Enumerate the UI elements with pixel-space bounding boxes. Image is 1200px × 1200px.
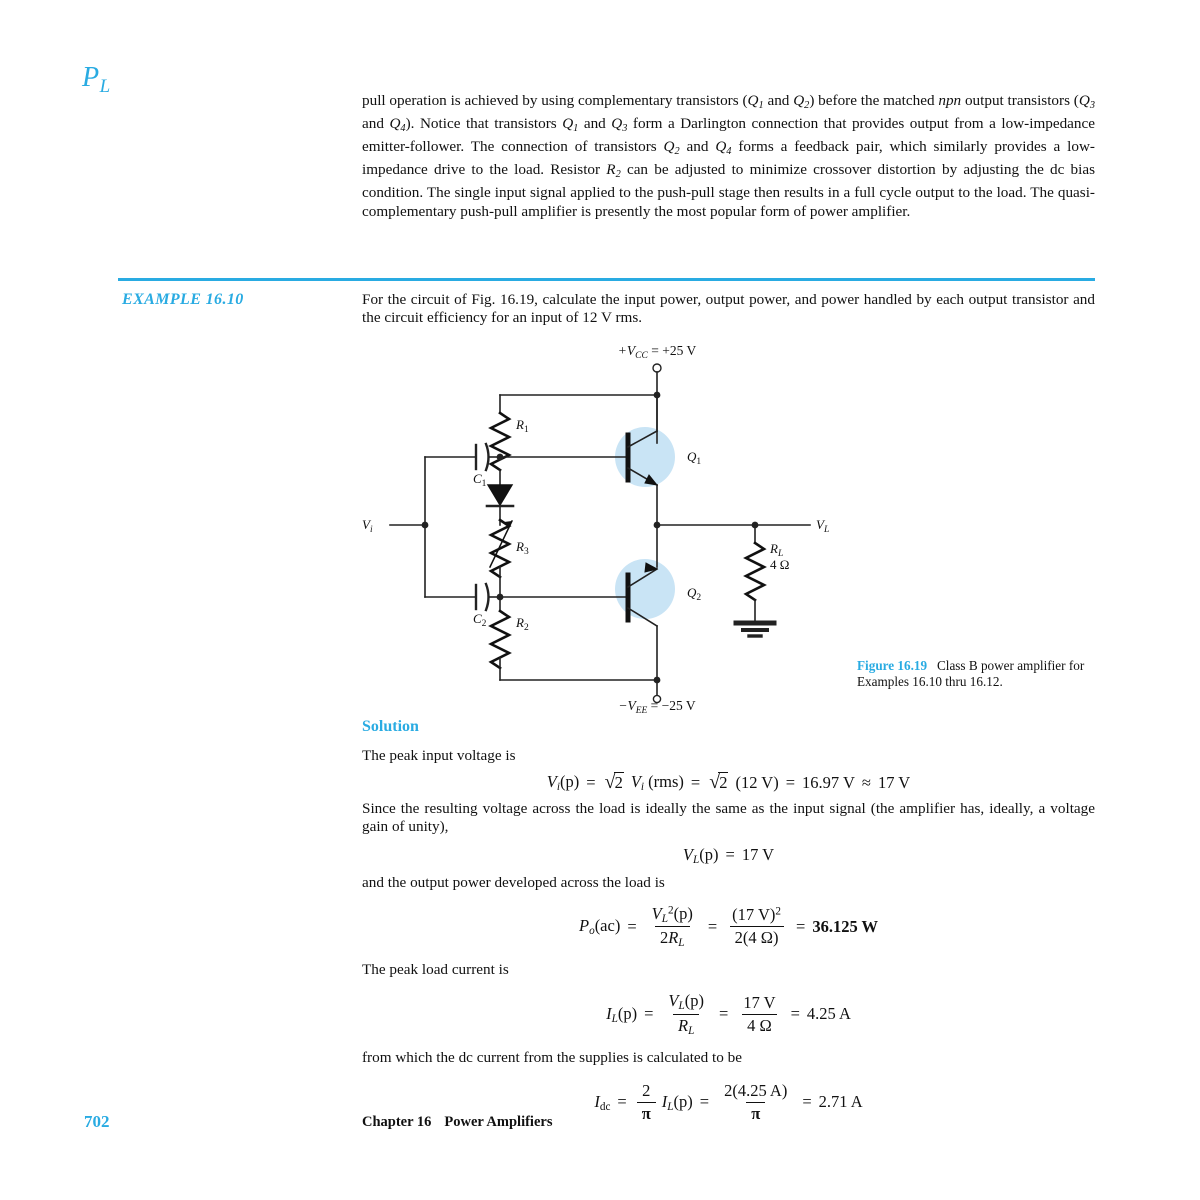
- figure-number: Figure 16.19: [857, 658, 928, 673]
- para-seg-3: output transistors (: [961, 92, 1079, 109]
- intro-paragraph-block: [362, 92, 1095, 221]
- eq3-num-sup: 2: [667, 904, 674, 917]
- q2b-symbol: Q: [663, 138, 675, 156]
- rl-value: 4 Ω: [770, 557, 790, 572]
- eq4-num-p: (p): [684, 991, 704, 1011]
- example-label: EXAMPLE 16.10: [122, 291, 244, 308]
- eq1-radical-2: √: [709, 771, 721, 794]
- eq3-num2: (17 V): [732, 905, 776, 925]
- eq5-i2-p: (p): [673, 1091, 693, 1111]
- eq2-value: 17 V: [741, 845, 775, 865]
- eq4-num-v: V: [668, 991, 679, 1011]
- eq4-den-sub: L: [688, 1024, 695, 1037]
- solution-text-3: and the output power developed across the load is: [362, 873, 665, 891]
- example-text: For the circuit of Fig. 16.19, calculate the input power, output power, and power handled by each output transistor and the circuit efficiency for an input of 12 V rms.: [362, 291, 1095, 327]
- eq3-num2-sup: 2: [775, 905, 781, 918]
- eq1-paren: (12 V): [735, 772, 779, 792]
- eq3-lhs-p: P: [578, 916, 590, 936]
- q3-subscript: 3: [1089, 99, 1095, 111]
- eq3-equals-2: =: [707, 916, 718, 936]
- q3-symbol: Q: [1078, 92, 1090, 109]
- running-footer: [362, 1114, 552, 1131]
- circuit-figure: [340, 335, 860, 716]
- eq5-result: 2.71 A: [818, 1092, 863, 1112]
- eq1-two-2: 2: [719, 773, 728, 793]
- r2-subscript: 2: [615, 169, 621, 181]
- vee-label: $-V_{EE} = -25$ V: [618, 698, 696, 716]
- eq5-equals-2: =: [699, 1092, 710, 1112]
- eq1-equals-2: =: [690, 772, 701, 792]
- npn-italic: npn: [938, 92, 962, 109]
- equation-vl-peak: [362, 845, 1095, 866]
- q4b-symbol: Q: [715, 138, 727, 156]
- para-and-3: and: [578, 115, 612, 133]
- eq1-rms: (rms): [648, 772, 684, 792]
- eq5-i2-sub: L: [667, 1100, 674, 1113]
- equation-peak-load-current: [362, 991, 1095, 1036]
- page-number: 702: [84, 1112, 110, 1131]
- eq3-lhs-sub: o: [589, 925, 595, 938]
- eq3-den-2: 2: [659, 928, 669, 948]
- para-and-2: and: [362, 115, 390, 133]
- eq5-i2: I: [661, 1091, 668, 1111]
- eq1-v2: V: [630, 772, 641, 792]
- eq1-value-rounded: 17 V: [877, 772, 911, 792]
- q1b-subscript: 1: [573, 122, 579, 134]
- section-divider-rule: [118, 278, 1095, 281]
- eq5-lhs-i: I: [594, 1091, 600, 1111]
- solution-text-4: The peak load current is: [362, 961, 509, 979]
- equation-vi-peak: [362, 771, 1095, 794]
- eq3-equals-3: =: [796, 916, 806, 936]
- eq2-equals: =: [725, 845, 735, 865]
- chapter-number: Chapter 16: [362, 1114, 432, 1130]
- eq2-lhs-sub: L: [693, 853, 700, 866]
- eq5-equals-3: =: [802, 1092, 812, 1112]
- vl-label: $V_L$: [816, 517, 830, 535]
- vcc-terminal: [653, 364, 661, 372]
- running-head-sub: L: [99, 76, 111, 97]
- q4b-subscript: 4: [726, 146, 732, 158]
- q1-subscript: 1: [758, 99, 764, 111]
- figure-caption: [857, 658, 1087, 689]
- eq4-equals-3: =: [790, 1004, 800, 1024]
- running-head-base: P: [82, 62, 100, 93]
- eq1-radical-1: √: [604, 771, 616, 794]
- running-head: [82, 62, 111, 98]
- eq1-equals-1: =: [586, 772, 596, 792]
- q4-symbol: Q: [389, 115, 401, 133]
- eq1-two-1: 2: [614, 773, 623, 793]
- q3b-subscript: 3: [622, 122, 628, 134]
- r2-label: $R_2$: [516, 615, 529, 633]
- rl-label: $R_L$: [770, 541, 784, 559]
- example-text-block: [362, 291, 1095, 327]
- solution-block: [362, 718, 1095, 1130]
- para-seg-6: forms a feedback pair, which similarly provides a low-impedance drive to the load. Resistor: [362, 138, 1095, 179]
- eq3-equals-1: =: [627, 916, 637, 936]
- para-and-4: and: [679, 138, 716, 156]
- eq1-equals-3: =: [785, 772, 795, 792]
- equation-output-power: [362, 904, 1095, 949]
- eq1-approx: ≈: [861, 772, 871, 792]
- circuit-schematic-svg: [340, 335, 860, 716]
- eq5-den2: π: [746, 1102, 765, 1124]
- eq1-value: 16.97 V: [802, 772, 855, 792]
- para-and-1: and: [763, 92, 794, 109]
- vi-label: $V_i$: [362, 517, 373, 535]
- q1-symbol: Q: [747, 92, 759, 109]
- eq4-result: 4.25 A: [806, 1004, 851, 1024]
- eq3-den2: 2(4 Ω): [730, 926, 784, 948]
- eq2-lhs-v: V: [682, 844, 694, 864]
- eq3-result: 36.125 W: [812, 916, 879, 936]
- solution-text-5: from which the dc current from the supplies is calculated to be: [362, 1048, 742, 1066]
- solution-text-1: The peak input voltage is: [362, 747, 516, 764]
- eq4-num-sub: L: [678, 1000, 685, 1013]
- eq3-num-p: (p): [673, 903, 693, 923]
- eq3-num-sub: L: [661, 913, 668, 926]
- q1b-symbol: Q: [562, 115, 574, 133]
- eq1-lhs-p: (p): [560, 772, 580, 792]
- q1-label: $Q_1$: [687, 449, 702, 467]
- chapter-title: Power Amplifiers: [444, 1114, 553, 1130]
- q2-label: $Q_2$: [687, 585, 702, 603]
- eq3-den-r: R: [668, 928, 679, 948]
- q2b-subscript: 2: [674, 146, 680, 158]
- eq3-den-sub: L: [678, 937, 685, 950]
- q3b-symbol: Q: [611, 115, 623, 133]
- eq4-num2: 17 V: [743, 992, 776, 1012]
- eq4-lhs-sub: L: [611, 1012, 618, 1025]
- eq4-equals-1: =: [644, 1004, 654, 1024]
- eq5-lhs-sub: dc: [599, 1100, 611, 1113]
- eq4-den2: 4 Ω: [742, 1014, 777, 1036]
- eq2-lhs-p: (p): [699, 844, 719, 864]
- solution-heading: Solution: [362, 718, 419, 735]
- para-seg-7: can be adjusted to minimize crossover distortion by adjusting the dc bias condition. The single input signal applied to the push-pull stage then results in a full cycle output to the load. The quasi-complementary push-pull amplifier is presently the most popular form of power amplifier.: [362, 161, 1096, 220]
- c1-label: $C_1$: [473, 471, 487, 489]
- para-seg-2: ) before the matched: [809, 92, 939, 109]
- q4-subscript: 4: [400, 122, 406, 134]
- q2-symbol: Q: [793, 92, 805, 109]
- para-seg-1: pull operation is achieved by using complementary transistors (: [362, 92, 748, 109]
- solution-text-2: Since the resulting voltage across the load is ideally the same as the input signal (the amplifier has, ideally, a voltage gain of unity),: [362, 800, 1095, 836]
- eq5-den1: π: [637, 1102, 656, 1124]
- eq5-num1: 2: [642, 1080, 651, 1100]
- eq4-equals-2: =: [719, 1004, 729, 1024]
- para-seg-4: ). Notice that transistors: [405, 115, 563, 133]
- eq1-lhs-sub: i: [556, 781, 561, 794]
- eq1-lhs-v: V: [546, 772, 557, 792]
- figure-caption-text: Class B power amplifier for Examples 16.10 thru 16.12.: [857, 658, 1085, 689]
- r2-symbol: R: [606, 161, 616, 179]
- eq4-den-r: R: [678, 1015, 689, 1035]
- eq5-equals-1: =: [617, 1092, 627, 1112]
- para-seg-5: form a Darlington connection that provides output from a low-impedance emitter-follower. The connection of transistors: [362, 115, 1095, 156]
- vcc-label: $+V_{CC} = +25$ V: [617, 343, 697, 361]
- eq4-lhs-i: I: [606, 1003, 612, 1023]
- eq3-lhs-ac: (ac): [594, 916, 621, 936]
- eq3-num-v: V: [651, 903, 662, 923]
- intro-paragraph: [362, 92, 1095, 221]
- eq4-lhs-p: (p): [617, 1003, 638, 1023]
- c2-label: $C_2$: [473, 611, 487, 629]
- r3-label: $R_3$: [516, 539, 529, 557]
- q2-subscript: 2: [804, 99, 810, 111]
- r1-label: $R_1$: [516, 417, 529, 435]
- eq1-v2-sub: i: [640, 781, 645, 794]
- eq5-num2: 2(4.25 A): [724, 1080, 788, 1100]
